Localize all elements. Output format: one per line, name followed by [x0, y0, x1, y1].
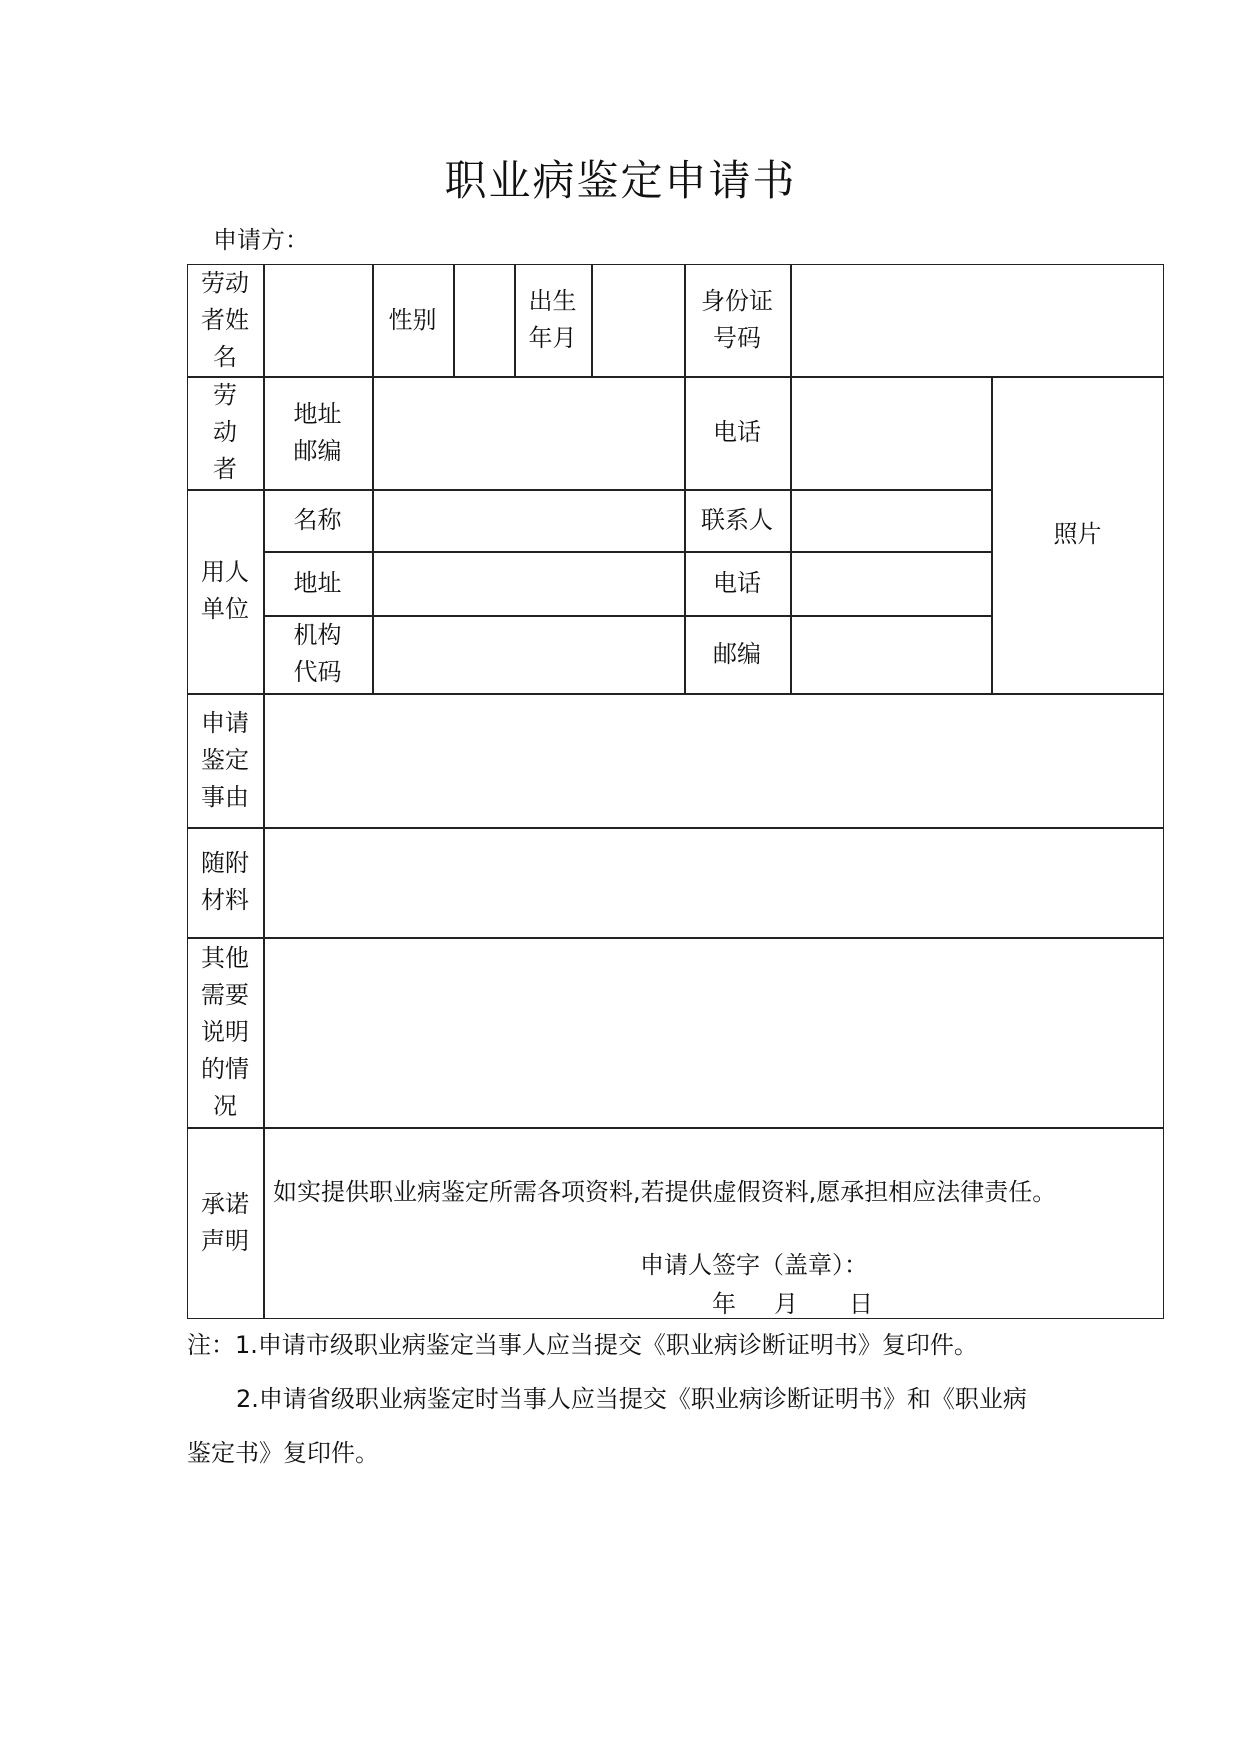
worker-name-field[interactable] — [263, 264, 372, 376]
postcode-field[interactable] — [790, 615, 991, 693]
attachments-field[interactable] — [263, 827, 1164, 937]
postcode-label: 邮编 — [713, 639, 761, 668]
photo-box[interactable]: 照片 — [1053, 520, 1102, 548]
reason-label: 申请 鉴定 事由 — [201, 708, 249, 811]
contact-label: 联系人 — [701, 505, 773, 534]
note-1: 注：1.申请市级职业病鉴定当事人应当提交《职业病诊断证明书》复印件。 — [187, 1331, 978, 1359]
birth-label: 出生 年月 — [528, 287, 577, 352]
note-2-line-1: 2.申请省级职业病鉴定时当事人应当提交《职业病诊断证明书》和《职业病 — [236, 1385, 1027, 1413]
date-day: 日 — [849, 1290, 873, 1318]
worker-name-label: 劳动 者姓 名 — [201, 268, 249, 371]
other-info-label: 其他 需要 说明 的情 况 — [201, 943, 249, 1120]
worker-phone-field[interactable] — [790, 376, 991, 489]
id-number-field[interactable] — [790, 264, 1164, 376]
row-divider — [187, 1127, 1164, 1129]
worker-label: 劳 动 者 — [213, 381, 237, 483]
gender-field[interactable] — [453, 264, 514, 376]
employer-phone-field[interactable] — [790, 551, 991, 615]
applicant-label: 申请方： — [213, 226, 309, 254]
page-title: 职业病鉴定申请书 — [444, 156, 797, 205]
address-postcode-label: 地址 邮编 — [293, 399, 342, 465]
note-2-line-2: 鉴定书》复印件。 — [187, 1439, 379, 1467]
contact-field[interactable] — [790, 489, 991, 551]
worker-address-field[interactable] — [372, 376, 684, 489]
employer-name-field[interactable] — [372, 489, 684, 551]
gender-label: 性别 — [388, 305, 437, 334]
signature-label[interactable]: 申请人签字（盖章）： — [640, 1251, 868, 1279]
pledge-text: 如实提供职业病鉴定所需各项资料,若提供虚假资料,愿承担相应法律责任。 — [273, 1178, 1057, 1206]
other-info-field[interactable] — [263, 937, 1164, 1127]
worker-phone-label: 电话 — [713, 418, 761, 446]
employer-address-label: 地址 — [293, 568, 342, 597]
employer-label: 用人 单位 — [201, 558, 249, 623]
org-code-label: 机构 代码 — [293, 621, 342, 686]
id-number-label: 身份证 号码 — [701, 287, 773, 352]
pledge-label: 承诺 声明 — [201, 1190, 249, 1255]
employer-address-field[interactable] — [372, 551, 684, 615]
employer-name-label: 名称 — [293, 505, 342, 534]
reason-field[interactable] — [263, 693, 1164, 827]
attachments-label: 随附 材料 — [201, 849, 249, 914]
date-year: 年 — [712, 1290, 736, 1318]
date-month: 月 — [774, 1290, 798, 1318]
employer-phone-label: 电话 — [713, 568, 761, 597]
org-code-field[interactable] — [372, 615, 684, 693]
birth-field[interactable] — [591, 264, 684, 376]
